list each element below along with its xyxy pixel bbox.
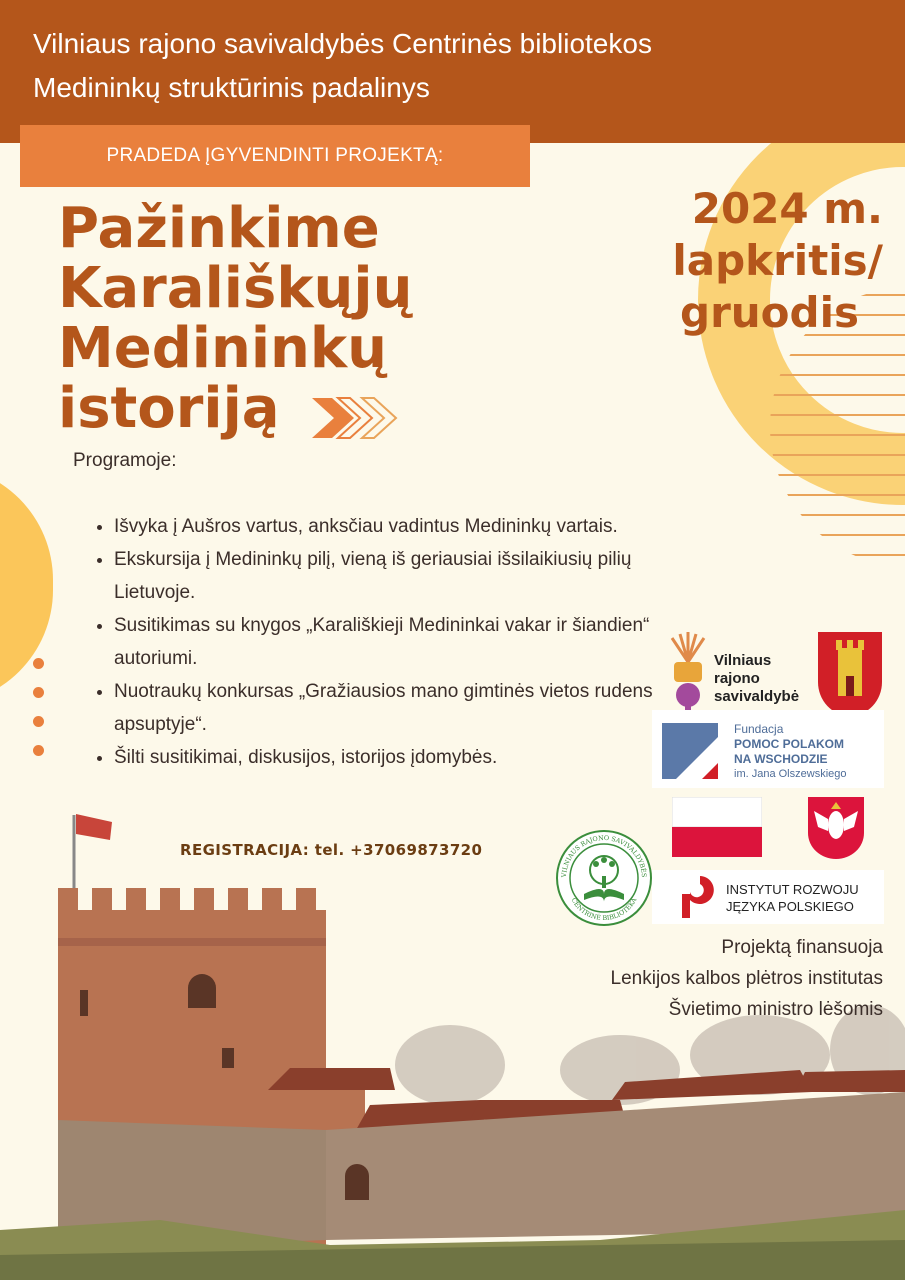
program-item: • Šilti susitikimai, diskusijos, istorijos įdomybės. <box>114 741 654 774</box>
instytut-logo-line: INSTYTUT ROZWOJU <box>726 882 859 897</box>
header-line-2: Medininkų struktūrinis padalinys <box>33 72 430 103</box>
polish-flag-icon <box>672 797 762 857</box>
date-line-2: lapkritis/ <box>672 236 883 285</box>
program-label: Programoje: <box>73 450 177 471</box>
project-tag-text: PRADEDA ĮGYVENDINTI PROJEKTĄ: <box>106 145 444 166</box>
funding-line: Švietimo ministro lėšomis <box>668 999 883 1020</box>
funding-text <box>611 932 883 1025</box>
registration-phone: REGISTRACIJA: tel. +37069873720 <box>180 841 483 859</box>
fundacja-logo-icon <box>662 723 718 779</box>
decorative-half-circle <box>0 465 53 705</box>
instytut-logo-line: JĘZYKA POLSKIEGO <box>726 899 854 914</box>
decorative-dot <box>33 716 44 727</box>
fundacja-logo-line: Fundacja <box>734 722 784 736</box>
fundacja-logo-text <box>734 722 847 782</box>
polish-eagle-emblem-icon <box>808 797 864 859</box>
vilnius-logo-line: rajono <box>714 670 760 687</box>
funding-line: Projektą finansuoja <box>721 937 883 958</box>
library-seal-icon <box>554 828 654 928</box>
title-line-4: istoriją <box>58 376 280 441</box>
seal-bottom-text: CENTRINĖ BIBLIOTEKA <box>569 896 639 923</box>
program-item: • Nuotraukų konkursas „Gražiausios mano gimtinės vietos rudens apsuptyje“. <box>114 675 654 741</box>
fundacja-logo-line: NA WSCHODZIE <box>734 752 828 766</box>
decorative-dot <box>33 658 44 669</box>
vilnius-district-logo-icon <box>666 630 710 720</box>
program-list <box>90 510 654 774</box>
title-line-3: Medininkų <box>58 316 388 381</box>
medininkai-coat-of-arms-icon <box>816 630 884 718</box>
fundacja-logo-line: POMOC POLAKOM <box>734 737 844 751</box>
vilnius-logo-line: Vilniaus <box>714 652 772 669</box>
decorative-dot <box>33 745 44 756</box>
program-item: • Išvyka į Aušros vartus, anksčiau vadintus Medininkų vartais. <box>114 510 654 543</box>
program-item: • Ekskursija į Medininkų pilį, vieną iš geriausiai išsilaikiusių pilių Lietuvoje. <box>114 543 654 609</box>
decorative-dot <box>33 687 44 698</box>
funding-line: Lenkijos kalbos plėtros institutas <box>610 968 883 989</box>
chevrons-icon <box>312 393 402 443</box>
fundacja-logo-line: im. Jana Olszewskiego <box>734 768 847 780</box>
title-line-2: Karališkųjų <box>58 256 413 321</box>
seal-top-text: VILNIAUS RAJONO SAVIVALDYBĖS <box>559 833 649 878</box>
header-line-1: Vilniaus rajono savivaldybės Centrinės bibliotekos <box>33 28 652 59</box>
vilnius-logo-line: savivaldybė <box>714 688 800 705</box>
vilnius-logo-text <box>714 652 799 706</box>
date-line-3: gruodis <box>680 288 859 337</box>
instytut-logo-text <box>726 881 859 915</box>
title-line-1: Pažinkime <box>58 196 380 261</box>
instytut-logo-icon <box>676 872 716 920</box>
date-line-1: 2024 m. <box>691 184 883 233</box>
program-item: • Susitikimas su knygos „Karališkieji Medininkai vakar ir šiandien“ autoriumi. <box>114 609 654 675</box>
